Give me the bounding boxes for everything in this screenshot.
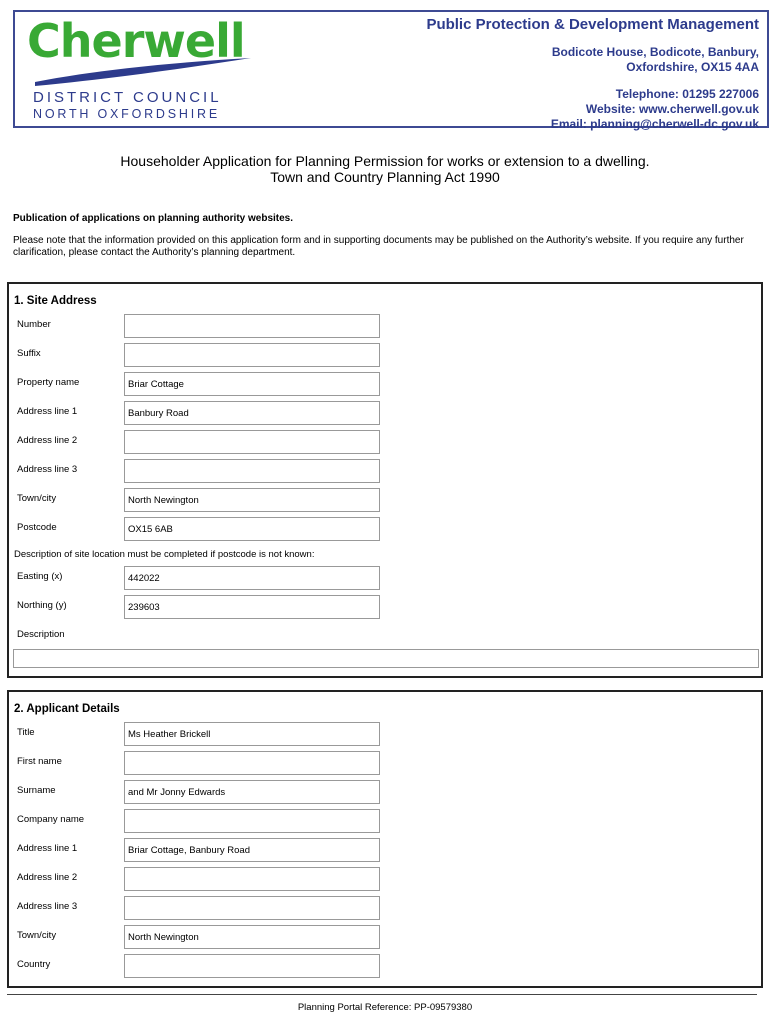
field-label: Suffix [17, 348, 41, 359]
logo-district-council: DISTRICT COUNCIL [33, 89, 222, 106]
address-line-2: Oxfordshire, OX15 4AA [626, 60, 759, 74]
first-name-field[interactable] [124, 751, 380, 775]
northing-field[interactable]: 239603 [124, 595, 380, 619]
site-address-section [7, 282, 763, 678]
email[interactable]: Email: planning@cherwell-dc.gov.uk [550, 117, 759, 131]
address-line-2-field[interactable] [124, 867, 380, 891]
surname-field[interactable]: and Mr Jonny Edwards [124, 780, 380, 804]
website-line [426, 102, 759, 117]
property-name-field[interactable]: Briar Cottage [124, 372, 380, 396]
field-label: Town/city [17, 930, 57, 941]
field-label: Northing (y) [17, 600, 67, 611]
field-label: Postcode [17, 522, 57, 533]
field-label: Address line 3 [17, 901, 78, 912]
logo-swoosh-icon [27, 52, 257, 88]
country-field[interactable] [124, 954, 380, 978]
footer-divider [7, 994, 757, 995]
field-label: Address line 2 [17, 872, 78, 883]
applicant-details-section [7, 690, 763, 988]
easting-field[interactable]: 442022 [124, 566, 380, 590]
address-line-1-field[interactable]: Banbury Road [124, 401, 380, 425]
description-field[interactable] [13, 649, 759, 668]
section-title: 2. Applicant Details [14, 703, 120, 715]
field-label: Number [17, 319, 51, 330]
address-line-3-field[interactable] [124, 459, 380, 483]
field-label: Address line 2 [17, 435, 78, 446]
field-label: Address line 1 [17, 843, 78, 854]
town-city-field[interactable]: North Newington [124, 488, 380, 512]
field-label: Address line 3 [17, 464, 78, 475]
header-contact-block [426, 16, 759, 132]
council-header [13, 10, 769, 131]
title-field[interactable]: Ms Heather Brickell [124, 722, 380, 746]
field-label: Country [17, 959, 51, 970]
suffix-field[interactable] [124, 343, 380, 367]
logo-north-oxfordshire: NORTH OXFORDSHIRE [33, 107, 220, 121]
address-line-2-field[interactable] [124, 430, 380, 454]
department-name: Public Protection & Development Management [426, 16, 759, 33]
field-label: Easting (x) [17, 571, 63, 582]
publication-note: Please note that the information provided on this application form and in supporting documents may be published on the Authority’s website. If you require any further clarification, please contact the Authority’s planning department. [13, 235, 744, 258]
telephone: Telephone: 01295 227006 [615, 87, 759, 101]
address-line-1-field[interactable]: Briar Cottage, Banbury Road [124, 838, 380, 862]
field-label: First name [17, 756, 62, 767]
form-title-line-2: Town and Country Planning Act 1990 [270, 169, 500, 185]
location-note: Description of site location must be completed if postcode is not known: [14, 549, 315, 560]
postcode-field[interactable]: OX15 6AB [124, 517, 380, 541]
form-title [0, 153, 770, 185]
form-title-line-1: Householder Application for Planning Permission for works or extension to a dwelling. [120, 153, 650, 169]
address-line-3-field[interactable] [124, 896, 380, 920]
number-field[interactable] [124, 314, 380, 338]
field-label: Property name [17, 377, 80, 388]
company-name-field[interactable] [124, 809, 380, 833]
address-line-1: Bodicote House, Bodicote, Banbury, [551, 45, 759, 59]
field-label: Address line 1 [17, 406, 78, 417]
field-label: Title [17, 727, 35, 738]
field-label: Company name [17, 814, 85, 825]
town-city-field[interactable]: North Newington [124, 925, 380, 949]
website-label: Website: [585, 102, 639, 116]
portal-reference: Planning Portal Reference: PP-09579380 [297, 1002, 473, 1013]
field-label: Surname [17, 785, 56, 796]
cherwell-logo-wordmark: Cherwell [27, 14, 245, 68]
publication-heading: Publication of applications on planning authority websites. [13, 213, 294, 224]
field-label: Description [17, 629, 65, 640]
website-link[interactable]: www.cherwell.gov.uk [638, 102, 759, 116]
section-title: 1. Site Address [14, 295, 97, 307]
field-label: Town/city [17, 493, 57, 504]
